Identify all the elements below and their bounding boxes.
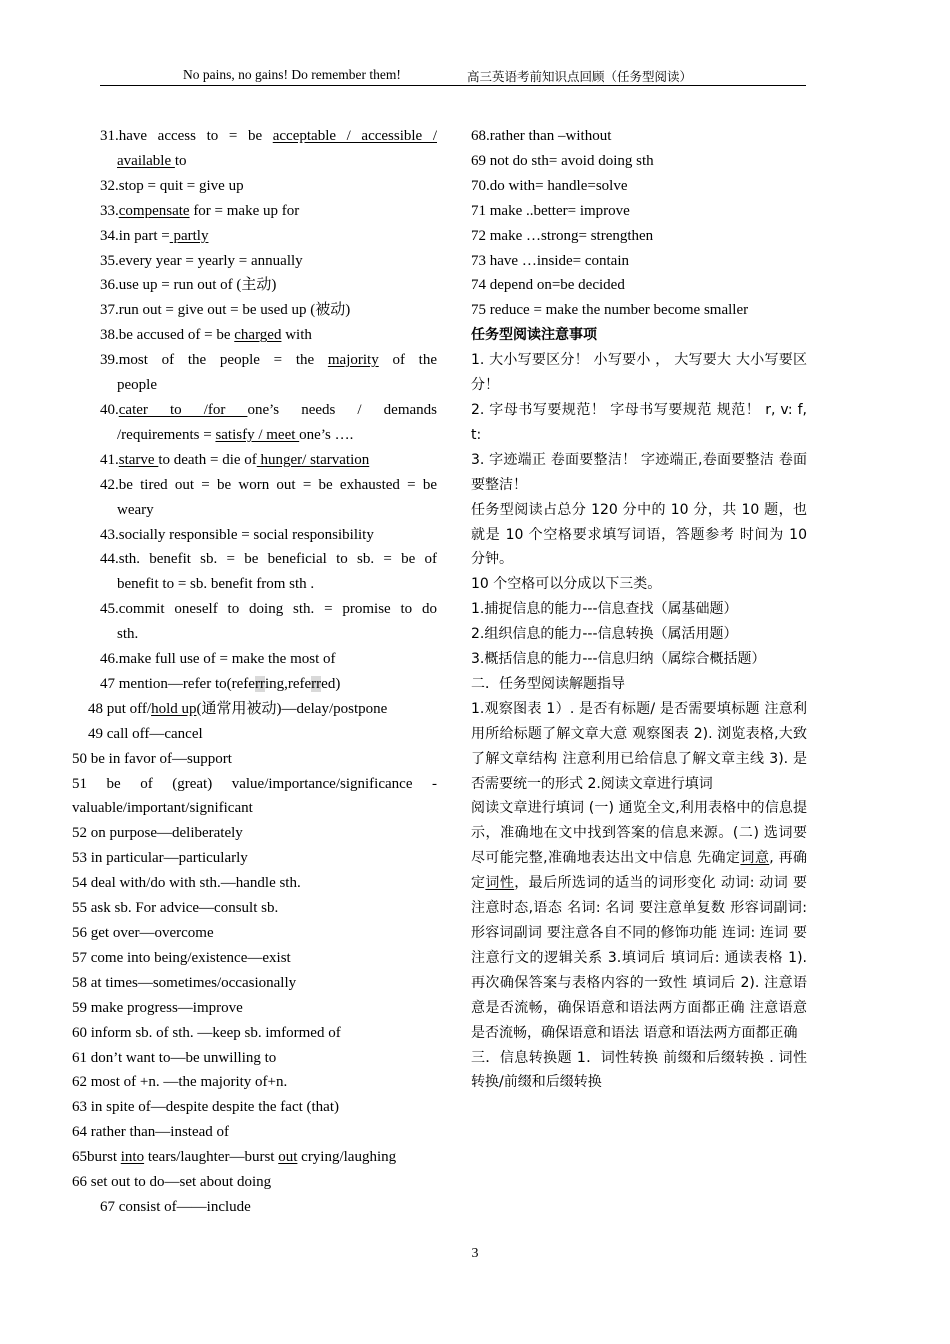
item-49: 49 call off—cancel (88, 725, 203, 742)
page-number: 3 (471, 1246, 479, 1261)
item-61: 61 don’t want to—be unwilling to (72, 1049, 277, 1066)
item-69: 69 not do sth= avoid doing sth (471, 152, 654, 169)
item-60: 60 inform sb. of sth. —keep sb. imformed of (72, 1024, 341, 1041)
paragraph-conversion: 三．信息转换题 1．词性转换 前缀和后缀转换 . 词性转换/前缀和后缀转换 (471, 1049, 807, 1091)
item-56: 56 get over—overcome (72, 925, 214, 941)
item-59: 59 make progress—improve (72, 999, 243, 1016)
item-39-cont: people (117, 377, 157, 394)
header-motto: No pains, no gains! Do remember them! (183, 67, 401, 82)
section-heading-notes: 任务型阅读注意事项 (471, 327, 597, 344)
item-70: 70.do with= handle=solve (471, 177, 628, 194)
item-46: 46.make full use of = make the most of (100, 651, 336, 668)
note-2: 2. 字母书写要规范！ 字母书写要规范 规范！ r, v: f, t: (471, 401, 807, 443)
item-42: 42.be tired out = be worn out = be exhausted = be (100, 476, 437, 493)
item-45: 45.commit oneself to doing sth. = promise to do (100, 601, 437, 618)
item-64: 64 rather than—instead of (72, 1124, 230, 1141)
item-44-cont: benefit to = sb. benefit from sth . (117, 576, 315, 593)
item-32: 32.stop = quit = give up (100, 177, 244, 194)
item-75: 75 reduce = make the number become smaller (471, 302, 749, 319)
item-37: 37.run out = give out = be used up (被动) (100, 302, 351, 319)
category-3: 3.概括信息的能力---信息归纳（属综合概括题） (471, 651, 766, 668)
item-31: 31.have access to = be acceptable / accessible / (100, 128, 437, 144)
item-53: 53 in particular—particularly (72, 850, 248, 867)
item-51: 51 be of (great) value/importance/significance - (72, 775, 437, 792)
item-38: 38.be accused of = be charged with (100, 327, 312, 344)
paragraph-categories: 10 个空格可以分成以下三类。 (471, 576, 662, 593)
item-57: 57 come into being/existence—exist (72, 949, 291, 966)
item-71: 71 make ..better= improve (471, 202, 630, 219)
item-74: 74 depend on=be decided (471, 277, 625, 294)
header-title: 高三英语考前知识点回顾（任务型阅读） (467, 69, 693, 84)
item-43: 43.socially responsible = social responsibility (100, 526, 374, 543)
paragraph-guide-1: 1.观察图表 1）. 是否有标题/ 是否需要填标题 注意利用所给标题了解文章大意 观察图表 2). 浏览表格,大致了解文章结构 注意利用已给信息了解文章主线 3). 是否需要统一的形式 2.阅读文章进行填词 (471, 700, 807, 792)
item-48: 48 put off/hold up(通常用被动)—delay/postpone (88, 700, 388, 717)
item-45-cont: sth. (117, 626, 139, 643)
item-73: 73 have …inside= contain (471, 252, 630, 269)
note-3: 3. 字迹端正 卷面要整洁！ 字迹端正,卷面要整洁 卷面要整洁！ (471, 451, 807, 493)
item-51-cont: valuable/important/significant (72, 800, 253, 817)
item-34: 34.in part = partly (100, 227, 209, 244)
right-column (471, 124, 807, 1095)
item-50: 50 be in favor of—support (72, 750, 232, 767)
item-55: 55 ask sb. For advice—consult sb. (72, 900, 279, 917)
paragraph-guide-2: 阅读文章进行填词 (一) 通览全文,利用表格中的信息提示，准确地在文中找到答案的信息来源。(二) 选词要尽可能完整,准确地表达出文中信息 先确定词意, 再确定词性，最后所选词的适当的词形变化 动词: 动词 要注意时态,语态 名词: 名词 要注意单复数 形容词副词: 形容词副词 要注意各自不同的修饰功能 连词: 连词 要注意行文的逻辑关系 3.填词后 填词后: 通读表格 1). 再次确保答案与表格内容的一致性 填词后 2). 注意语意是否流畅，确保语意和语法两方面都正确 注意语意是否流畅，确保语意和语法 语意和语法两方面都正确 (471, 800, 807, 1041)
item-52: 52 on purpose—deliberately (72, 825, 243, 842)
item-33: 33.compensate for = make up for (100, 202, 300, 219)
left-column (72, 124, 437, 1220)
category-1: 1.捕捉信息的能力---信息查找（属基础题） (471, 601, 738, 618)
item-67: 67 consist of——include (100, 1198, 251, 1215)
item-42-cont: weary (117, 501, 154, 518)
section-heading-guide: 二．任务型阅读解题指导 (471, 675, 625, 692)
item-47: 47 mention—refer to(referring,referred) (100, 675, 341, 692)
item-39: 39.most of the people = the majority of the (100, 352, 437, 369)
item-35: 35.every year = yearly = annually (100, 252, 303, 269)
item-44: 44.sth. benefit sb. = be beneficial to sb. = be of (100, 551, 437, 568)
item-40: 40.cater to /for one’s needs / demands (100, 401, 437, 418)
item-72: 72 make …strong= strengthen (471, 227, 654, 244)
item-68: 68.rather than –without (471, 128, 612, 144)
item-62: 62 most of +n. —the majority of+n. (72, 1074, 288, 1091)
item-40-cont: /requirements = satisfy / meet one’s …. (117, 426, 354, 443)
category-2: 2.组织信息的能力---信息转换（属活用题） (471, 626, 738, 643)
note-1: 1. 大小写要区分！ 小写要小 ， 大写要大 大小写要区分！ (471, 352, 807, 394)
paragraph-scoring: 任务型阅读占总分 120 分中的 10 分，共 10 题，也就是 10 个空格要求填写词语，答题参考 时间为 10 分钟。 (471, 501, 807, 568)
item-41: 41.starve to death = die of hunger/ starvation (100, 451, 370, 468)
item-66: 66 set out to do—set about doing (72, 1174, 272, 1191)
item-54: 54 deal with/do with sth.—handle sth. (72, 875, 301, 892)
item-65: 65burst into tears/laughter—burst out crying/laughing (72, 1149, 397, 1166)
item-36: 36.use up = run out of (主动) (100, 277, 277, 294)
item-63: 63 in spite of—despite despite the fact (that) (72, 1099, 340, 1116)
item-58: 58 at times—sometimes/occasionally (72, 974, 297, 991)
page-header (100, 66, 806, 86)
item-31-cont: available to (117, 152, 187, 169)
